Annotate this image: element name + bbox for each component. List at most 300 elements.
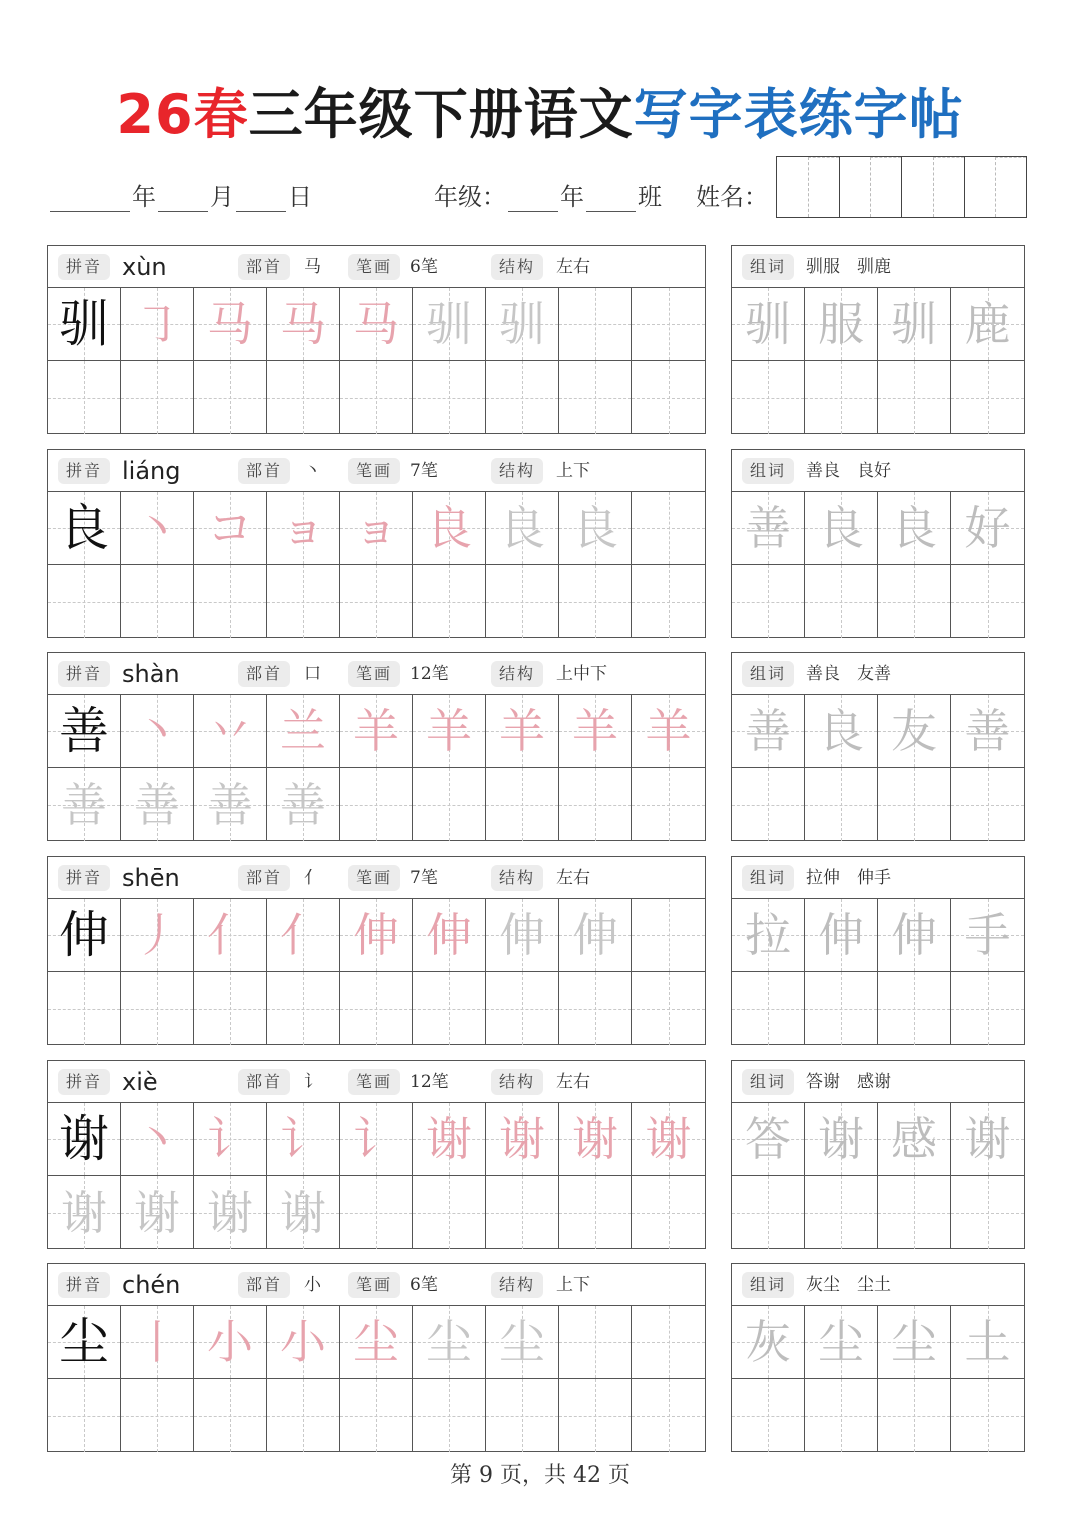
structure-value: 左右 [556, 1072, 590, 1092]
writing-cell[interactable] [559, 1379, 632, 1452]
words-header [732, 857, 1024, 899]
radical-value: 口 [304, 664, 321, 684]
writing-cell[interactable] [413, 768, 486, 841]
writing-cell[interactable] [805, 288, 878, 360]
writing-cell[interactable] [486, 288, 559, 360]
writing-cell[interactable] [732, 899, 805, 971]
practice-row [48, 1103, 705, 1176]
writing-cell[interactable] [48, 1306, 121, 1378]
writing-cell[interactable] [951, 695, 1024, 767]
writing-cell[interactable] [486, 1379, 559, 1452]
structure-tag: 结构 [491, 254, 543, 280]
writing-cell[interactable] [486, 492, 559, 564]
writing-cell[interactable] [951, 1379, 1024, 1452]
radical-tag: 部首 [238, 254, 290, 280]
word-practice-panel [731, 652, 1025, 841]
writing-cell[interactable] [267, 1306, 340, 1378]
writing-cell[interactable] [340, 1306, 413, 1378]
writing-cell[interactable] [121, 972, 194, 1045]
writing-cell[interactable] [340, 1103, 413, 1175]
writing-cell[interactable] [121, 361, 194, 434]
writing-cell[interactable] [732, 288, 805, 360]
stroke-order-step: 羊 [426, 704, 472, 758]
structure-tag: 结构 [491, 865, 543, 891]
writing-cell[interactable] [413, 565, 486, 638]
stroke-order-step: 谢 [280, 1185, 326, 1240]
writing-cell[interactable] [951, 1103, 1024, 1175]
writing-cell[interactable] [267, 1176, 340, 1249]
pinyin-value: liáng [122, 457, 181, 485]
writing-cell[interactable] [121, 899, 194, 971]
word-trace-character: 善 [745, 501, 791, 555]
word-practice-panel [731, 245, 1025, 434]
strokes-value: 7笔 [410, 868, 438, 888]
writing-cell[interactable] [951, 768, 1024, 841]
writing-cell[interactable] [878, 972, 951, 1045]
writing-cell[interactable] [340, 492, 413, 564]
stroke-order-step: 驯 [499, 297, 545, 351]
pinyin-tag: 拼音 [58, 254, 110, 280]
writing-cell[interactable] [632, 1379, 705, 1452]
writing-cell[interactable] [194, 492, 267, 564]
writing-cell[interactable] [951, 972, 1024, 1045]
model-character: 善 [59, 702, 109, 760]
pinyin-value: xiè [122, 1068, 158, 1096]
word-trace-character: 谢 [964, 1112, 1011, 1166]
writing-cell[interactable] [951, 565, 1024, 638]
writing-cell[interactable] [486, 1306, 559, 1378]
word-trace-character: 驯 [745, 297, 791, 351]
stroke-order-step: 谢 [499, 1112, 545, 1166]
word-trace-character: 服 [818, 297, 864, 351]
word-trace-character: 土 [964, 1315, 1011, 1369]
pinyin-tag: 拼音 [58, 661, 110, 687]
writing-cell[interactable] [194, 972, 267, 1045]
stroke-order-step: 谢 [645, 1112, 692, 1166]
radical-tag: 部首 [238, 1069, 290, 1095]
writing-cell[interactable] [413, 1306, 486, 1378]
writing-cell[interactable] [951, 492, 1024, 564]
writing-cell[interactable] [559, 361, 632, 434]
writing-cell[interactable] [951, 1306, 1024, 1378]
name-cell[interactable] [902, 157, 965, 217]
word-row [732, 1176, 1024, 1249]
stroke-order-step: 伸 [353, 908, 399, 962]
writing-cell[interactable] [121, 1379, 194, 1452]
stroke-order-step: コ [207, 501, 253, 555]
writing-cell[interactable] [48, 695, 121, 767]
writing-cell[interactable] [878, 1103, 951, 1175]
writing-cell[interactable] [48, 361, 121, 434]
stroke-order-step: 羊 [572, 704, 618, 758]
stroke-order-step: 讠 [207, 1112, 253, 1166]
words-value: 驯服 驯鹿 [806, 257, 891, 277]
strokes-tag: 笔画 [348, 1272, 400, 1298]
stroke-order-step: ョ [280, 501, 326, 555]
word-row [732, 492, 1024, 565]
word-row [732, 361, 1024, 434]
word-practice-panel [731, 856, 1025, 1045]
practice-row [48, 565, 705, 638]
words-value: 拉伸 伸手 [806, 868, 891, 888]
writing-cell[interactable] [194, 288, 267, 360]
strokes-value: 12笔 [410, 664, 449, 684]
year-blank[interactable] [50, 185, 130, 212]
writing-cell[interactable] [121, 565, 194, 638]
writing-cell[interactable] [805, 899, 878, 971]
char-info-header [48, 1061, 705, 1103]
writing-cell[interactable] [878, 288, 951, 360]
writing-cell[interactable] [340, 565, 413, 638]
writing-cell[interactable] [48, 1379, 121, 1452]
writing-cell[interactable] [340, 768, 413, 841]
name-cell[interactable] [965, 157, 1027, 217]
model-character: 尘 [59, 1313, 109, 1371]
word-trace-character: 感 [891, 1112, 937, 1166]
writing-cell[interactable] [267, 565, 340, 638]
writing-cell[interactable] [732, 565, 805, 638]
writing-cell[interactable] [805, 768, 878, 841]
stroke-order-step: 马 [207, 297, 253, 351]
writing-cell[interactable] [559, 565, 632, 638]
writing-cell[interactable] [732, 768, 805, 841]
word-trace-character: 尘 [891, 1315, 937, 1369]
word-row [732, 565, 1024, 638]
strokes-tag: 笔画 [348, 661, 400, 687]
strokes-tag: 笔画 [348, 865, 400, 891]
pinyin-tag: 拼音 [58, 865, 110, 891]
writing-cell[interactable] [48, 972, 121, 1045]
word-practice-panel [731, 449, 1025, 638]
word-row [732, 1103, 1024, 1176]
writing-cell[interactable] [805, 361, 878, 434]
writing-cell[interactable] [194, 899, 267, 971]
stroke-order-step: 丿 [134, 908, 180, 962]
writing-cell[interactable] [951, 361, 1024, 434]
model-character: 伸 [59, 906, 109, 964]
writing-cell[interactable] [559, 1103, 632, 1175]
writing-cell[interactable] [194, 1103, 267, 1175]
pinyin-tag: 拼音 [58, 458, 110, 484]
writing-cell[interactable] [878, 1176, 951, 1249]
stroke-order-step: 伸 [499, 908, 545, 962]
month-blank[interactable] [158, 185, 208, 212]
writing-cell[interactable] [632, 768, 705, 841]
writing-cell[interactable] [340, 695, 413, 767]
writing-cell[interactable] [805, 1176, 878, 1249]
word-trace-character: 伸 [891, 908, 937, 962]
writing-cell[interactable] [732, 972, 805, 1045]
words-value: 答谢 感谢 [806, 1072, 891, 1092]
stroke-order-step: 善 [207, 777, 253, 832]
writing-cell[interactable] [805, 1103, 878, 1175]
writing-cell[interactable] [121, 1103, 194, 1175]
writing-cell[interactable] [486, 768, 559, 841]
structure-tag: 结构 [491, 661, 543, 687]
stroke-order-step: 丶 [134, 704, 180, 758]
writing-cell[interactable] [559, 1306, 632, 1378]
writing-cell[interactable] [121, 1176, 194, 1249]
writing-cell[interactable] [267, 695, 340, 767]
stroke-order-step: 丶 [134, 1112, 180, 1166]
writing-cell[interactable] [48, 899, 121, 971]
char-practice-panel [47, 1060, 706, 1249]
strokes-value: 7笔 [410, 461, 438, 481]
writing-cell[interactable] [559, 768, 632, 841]
stroke-order-step: 羊 [499, 704, 545, 758]
writing-cell[interactable] [878, 768, 951, 841]
writing-cell[interactable] [951, 1176, 1024, 1249]
writing-cell[interactable] [732, 1379, 805, 1452]
writing-cell[interactable] [805, 565, 878, 638]
words-tag: 组词 [742, 1069, 794, 1095]
writing-cell[interactable] [486, 361, 559, 434]
writing-cell[interactable] [805, 1379, 878, 1452]
writing-cell[interactable] [632, 695, 705, 767]
writing-cell[interactable] [486, 1176, 559, 1249]
writing-cell[interactable] [878, 899, 951, 971]
class-blank[interactable] [586, 185, 636, 212]
writing-cell[interactable] [121, 492, 194, 564]
words-tag: 组词 [742, 458, 794, 484]
grade-blank[interactable] [508, 185, 558, 212]
writing-cell[interactable] [48, 1103, 121, 1175]
day-blank[interactable] [236, 185, 286, 212]
month-label: 月 [210, 183, 234, 211]
stroke-order-step: 谢 [134, 1185, 180, 1240]
practice-row [48, 768, 705, 841]
writing-cell[interactable] [805, 492, 878, 564]
grade-label: 年级： [434, 183, 506, 211]
stroke-order-step: 羊 [645, 704, 692, 758]
stroke-order-step: 良 [499, 501, 545, 555]
writing-cell[interactable] [732, 361, 805, 434]
radical-value: 讠 [304, 1072, 321, 1092]
stroke-order-step: 亻 [207, 908, 253, 962]
writing-cell[interactable] [340, 1176, 413, 1249]
writing-cell[interactable] [48, 1176, 121, 1249]
writing-cell[interactable] [632, 492, 705, 564]
writing-cell[interactable] [267, 899, 340, 971]
writing-cell[interactable] [559, 492, 632, 564]
writing-cell[interactable] [632, 1103, 705, 1175]
writing-cell[interactable] [413, 899, 486, 971]
practice-row [48, 1306, 705, 1379]
writing-cell[interactable] [340, 288, 413, 360]
pinyin-value: shēn [122, 864, 180, 892]
words-value: 灰尘 尘土 [806, 1275, 891, 1295]
writing-cell[interactable] [413, 1176, 486, 1249]
structure-value: 上下 [556, 461, 590, 481]
word-trace-character: 良 [891, 501, 937, 555]
word-trace-character: 答 [745, 1112, 791, 1166]
char-practice-panel [47, 856, 706, 1045]
title-subject: 写字表练字帖 [633, 83, 964, 146]
writing-cell[interactable] [559, 1176, 632, 1249]
writing-cell[interactable] [632, 972, 705, 1045]
writing-cell[interactable] [121, 695, 194, 767]
radical-tag: 部首 [238, 1272, 290, 1298]
writing-cell[interactable] [878, 492, 951, 564]
writing-cell[interactable] [194, 361, 267, 434]
char-info-header [48, 857, 705, 899]
writing-cell[interactable] [413, 1379, 486, 1452]
writing-cell[interactable] [48, 288, 121, 360]
writing-cell[interactable] [413, 288, 486, 360]
writing-cell[interactable] [194, 768, 267, 841]
word-trace-character: 拉 [745, 908, 791, 962]
writing-cell[interactable] [732, 1103, 805, 1175]
word-trace-character: 良 [818, 501, 864, 555]
char-practice-panel [47, 652, 706, 841]
stroke-order-step: 谢 [572, 1112, 618, 1166]
writing-cell[interactable] [48, 492, 121, 564]
name-label: 姓名： [696, 183, 768, 211]
writing-cell[interactable] [632, 899, 705, 971]
writing-cell[interactable] [805, 1306, 878, 1378]
writing-cell[interactable] [267, 1379, 340, 1452]
name-box[interactable] [776, 156, 1027, 218]
stroke-order-step: 伸 [426, 908, 472, 962]
pinyin-value: shàn [122, 660, 180, 688]
writing-cell[interactable] [267, 361, 340, 434]
writing-cell[interactable] [48, 565, 121, 638]
model-character: 驯 [59, 295, 109, 353]
writing-cell[interactable] [805, 695, 878, 767]
char-info-header [48, 246, 705, 288]
words-value: 善良 友善 [806, 664, 891, 684]
writing-cell[interactable] [486, 565, 559, 638]
writing-cell[interactable] [878, 695, 951, 767]
writing-cell[interactable] [267, 1103, 340, 1175]
writing-cell[interactable] [267, 288, 340, 360]
writing-cell[interactable] [194, 1306, 267, 1378]
char-practice-panel [47, 1263, 706, 1452]
writing-cell[interactable] [340, 899, 413, 971]
pinyin-value: xùn [122, 253, 167, 281]
writing-cell[interactable] [632, 565, 705, 638]
pinyin-value: chén [122, 1271, 181, 1299]
practice-row [48, 288, 705, 361]
strokes-value: 6笔 [410, 1275, 438, 1295]
writing-cell[interactable] [805, 972, 878, 1045]
writing-cell[interactable] [267, 492, 340, 564]
stroke-order-step: 尘 [353, 1315, 399, 1369]
writing-cell[interactable] [340, 1379, 413, 1452]
writing-cell[interactable] [48, 768, 121, 841]
writing-cell[interactable] [951, 288, 1024, 360]
writing-cell[interactable] [121, 768, 194, 841]
writing-cell[interactable] [878, 361, 951, 434]
radical-tag: 部首 [238, 661, 290, 687]
radical-value: 马 [304, 257, 321, 277]
strokes-tag: 笔画 [348, 1069, 400, 1095]
strokes-value: 12笔 [410, 1072, 449, 1092]
writing-cell[interactable] [413, 695, 486, 767]
writing-cell[interactable] [340, 972, 413, 1045]
writing-cell[interactable] [732, 695, 805, 767]
words-tag: 组词 [742, 661, 794, 687]
title-year: 26春 [116, 83, 249, 146]
writing-cell[interactable] [121, 288, 194, 360]
writing-cell[interactable] [194, 565, 267, 638]
structure-tag: 结构 [491, 1272, 543, 1298]
stroke-order-step: 马 [280, 297, 326, 351]
writing-cell[interactable] [486, 972, 559, 1045]
writing-cell[interactable] [732, 1306, 805, 1378]
stroke-order-step: 良 [572, 501, 618, 555]
writing-cell[interactable] [486, 1103, 559, 1175]
writing-cell[interactable] [732, 1176, 805, 1249]
writing-cell[interactable] [632, 1176, 705, 1249]
stroke-order-step: 良 [426, 501, 472, 555]
stroke-order-step: 谢 [426, 1112, 472, 1166]
year-label: 年 [132, 183, 156, 211]
writing-cell[interactable] [951, 899, 1024, 971]
day-label: 日 [288, 183, 312, 211]
char-practice-panel [47, 245, 706, 434]
word-row [732, 972, 1024, 1045]
stroke-order-step: 驯 [426, 297, 472, 351]
word-trace-character: 好 [964, 501, 1011, 555]
writing-cell[interactable] [413, 361, 486, 434]
writing-cell[interactable] [559, 288, 632, 360]
writing-cell[interactable] [878, 565, 951, 638]
stroke-order-step: 谢 [207, 1185, 253, 1240]
writing-cell[interactable] [413, 972, 486, 1045]
writing-cell[interactable] [340, 361, 413, 434]
writing-cell[interactable] [559, 899, 632, 971]
writing-cell[interactable] [413, 492, 486, 564]
writing-cell[interactable] [632, 288, 705, 360]
stroke-order-step: ョ [353, 501, 399, 555]
radical-tag: 部首 [238, 865, 290, 891]
writing-cell[interactable] [632, 361, 705, 434]
words-header [732, 653, 1024, 695]
writing-cell[interactable] [267, 972, 340, 1045]
stroke-order-step: 善 [61, 777, 107, 832]
stroke-order-step: 讠 [280, 1112, 326, 1166]
stroke-order-step: 马 [353, 297, 399, 351]
writing-cell[interactable] [486, 695, 559, 767]
name-cell[interactable] [840, 157, 903, 217]
writing-cell[interactable] [878, 1306, 951, 1378]
page-title [0, 72, 1080, 149]
writing-cell[interactable] [413, 1103, 486, 1175]
practice-row [48, 899, 705, 972]
writing-cell[interactable] [878, 1379, 951, 1452]
stroke-order-step: 善 [280, 777, 326, 832]
stroke-order-step: ㇆ [134, 297, 180, 351]
writing-cell[interactable] [194, 695, 267, 767]
strokes-tag: 笔画 [348, 458, 400, 484]
writing-cell[interactable] [559, 695, 632, 767]
writing-cell[interactable] [194, 1379, 267, 1452]
writing-cell[interactable] [267, 768, 340, 841]
writing-cell[interactable] [194, 1176, 267, 1249]
stroke-order-step: 丷 [207, 704, 253, 758]
writing-cell[interactable] [121, 1306, 194, 1378]
name-cell[interactable] [777, 157, 840, 217]
words-tag: 组词 [742, 254, 794, 280]
stroke-order-step: 讠 [353, 1112, 399, 1166]
structure-value: 上下 [556, 1275, 590, 1295]
writing-cell[interactable] [732, 492, 805, 564]
writing-cell[interactable] [632, 1306, 705, 1378]
word-trace-character: 灰 [745, 1315, 791, 1369]
writing-cell[interactable] [486, 899, 559, 971]
writing-cell[interactable] [559, 972, 632, 1045]
